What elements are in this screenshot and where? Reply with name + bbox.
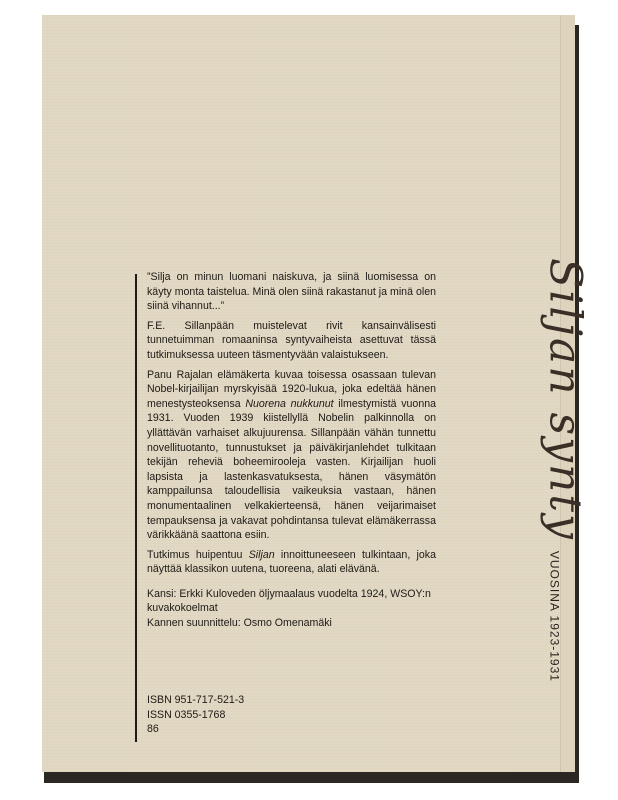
paragraph-2: Panu Rajalan elämäkerta kuvaa toisessa osassaan tulevan Nobel-kirjailijan myrskyisää 1920-lukua, joka edeltää hänen menestysteoksensa Nuorena nukkunut ilmestymistä vuonna 1931. Vuoden 1939 kiistellyllä Nobelin palkinnolla on yllättävän varhaiset alkujuurensa. Sillanpään vähän tunnettu novellituotanto, tunnustukset ja päiväkirjanlehdet tulkitaan tekijän reheviä boheemirooleja vasten. Kirjailijan huoli lapsista ja lastenkasvatuksesta, hänen väsymätön kamppailunsa taloudellisia vaikeuksia vastaan, hänen monumentaalinen velkakierteensä, hänen veijarimaiset tempauksensa ja vakavat pohdintansa tulevat elämäkerrassa värikkäänä saattona esiin. bbox=[147, 368, 436, 542]
spine-title: Siljan synty bbox=[539, 258, 591, 541]
opening-quote: ”Silja on minun luomani naiskuva, ja siinä luomisessa on käyty monta taistelua. Minä olen siinä rakastanut ja minä olen siinä vihannut...” bbox=[147, 271, 436, 313]
paragraph-3: Tutkimus huipentuu Siljan innoittuneeseen tulkintaan, joka näyttää klassikon uutena, tuoreena, alati elävänä. bbox=[147, 548, 436, 576]
silja-italic: Siljan bbox=[248, 548, 275, 561]
spine-text bbox=[540, 258, 591, 682]
left-vertical-rule bbox=[135, 274, 137, 742]
spine-subtitle: VUOSINA 1923-1931 bbox=[547, 550, 562, 682]
issn-number: ISSN 0355-1768 bbox=[147, 708, 226, 721]
credit-painting: Kansi: Erkki Kuloveden öljymaalaus vuodelta 1924, WSOY:n kuvakokoelmat bbox=[147, 587, 431, 615]
isbn-block bbox=[147, 693, 244, 737]
book-title-italic: Nuorena nukkunut bbox=[245, 397, 334, 410]
credit-design: Kannen suunnittelu: Osmo Omenamäki bbox=[147, 617, 332, 630]
back-cover-text bbox=[147, 270, 436, 631]
spine bbox=[540, 250, 590, 690]
series-number: 86 bbox=[147, 723, 159, 736]
cover-credits bbox=[147, 587, 436, 631]
paragraph-1: F.E. Sillanpään muistelevat rivit kansainvälisesti tunnetuimman romaaninsa syntyvaiheista asettuvat tässä tutkimuksessa uuteen täsmentyvään valaistukseen. bbox=[147, 319, 436, 361]
isbn-number: ISBN 951-717-521-3 bbox=[147, 694, 245, 706]
